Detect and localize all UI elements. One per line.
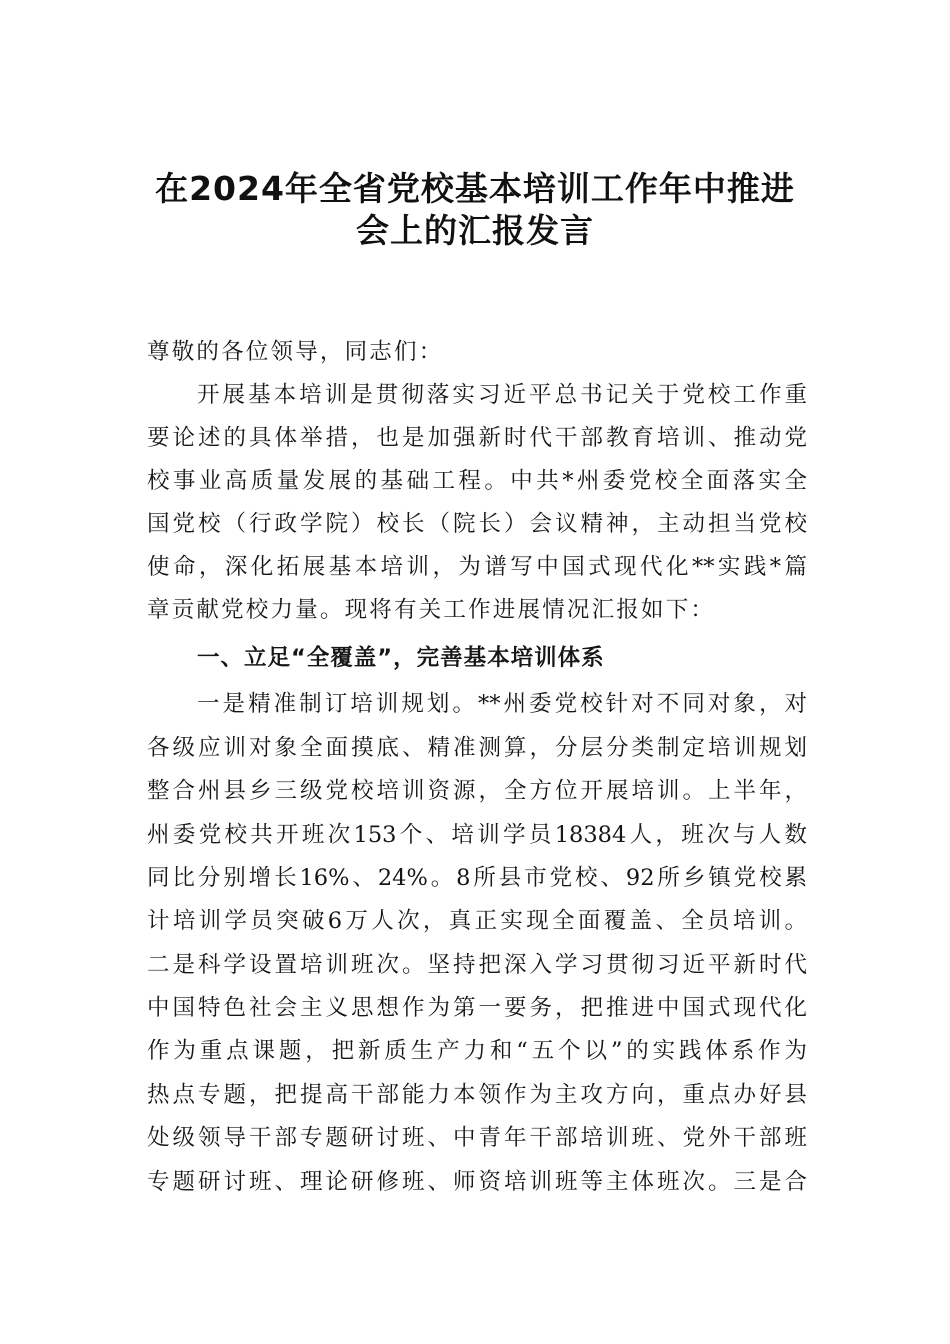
intro-paragraph-line: 国党校（行政学院）校长（院长）会议精神，主动担当党校 <box>147 511 807 537</box>
document-title-line-2: 会上的汇报发言 <box>356 211 594 250</box>
intro-paragraph-line: 要论述的具体举措，也是加强新时代干部教育培训、推动党 <box>147 425 807 451</box>
section-paragraph-line: 各级应训对象全面摸底、精准测算，分层分类制定培训规划 <box>147 735 807 761</box>
section-paragraph-line: 处级领导干部专题研讨班、中青年干部培训班、党外干部班 <box>147 1125 807 1151</box>
section-paragraph-line: 整合州县乡三级党校培训资源，全方位开展培训。上半年， <box>147 778 807 804</box>
intro-paragraph-line: 开展基本培训是贯彻落实习近平总书记关于党校工作重 <box>197 382 807 408</box>
section-paragraph-line: 作为重点课题，把新质生产力和“五个以”的实践体系作为 <box>147 1038 807 1064</box>
intro-paragraph-line: 章贡献党校力量。现将有关工作进展情况汇报如下： <box>147 597 716 623</box>
section-paragraph-line: 计培训学员突破6万人次，真正实现全面覆盖、全员培训。 <box>147 908 807 934</box>
section-paragraph-line: 专题研讨班、理论研修班、师资培训班等主体班次。三是合 <box>147 1169 807 1195</box>
document-title-line-1: 在2024年全省党校基本培训工作年中推进 <box>155 169 795 208</box>
section-paragraph-line: 一是精准制订培训规划。**州委党校针对不同对象，对 <box>197 691 807 717</box>
section-paragraph-line: 二是科学设置培训班次。坚持把深入学习贯彻习近平新时代 <box>147 952 807 978</box>
intro-paragraph-line: 校事业高质量发展的基础工程。中共*州委党校全面落实全 <box>147 468 807 494</box>
section-paragraph-line: 同比分别增长16%、24%。8所县市党校、92所乡镇党校累 <box>147 865 807 891</box>
section-paragraph-line: 州委党校共开班次153个、培训学员18384人，班次与人数 <box>147 822 807 848</box>
section-heading-1: 一、立足“全覆盖”，完善基本培训体系 <box>197 645 605 671</box>
section-paragraph-line: 热点专题，把提高干部能力本领作为主攻方向，重点办好县 <box>147 1082 807 1108</box>
section-paragraph-line: 中国特色社会主义思想作为第一要务，把推进中国式现代化 <box>147 995 807 1021</box>
intro-paragraph-line: 使命，深化拓展基本培训，为谱写中国式现代化**实践*篇 <box>147 554 807 580</box>
salutation: 尊敬的各位领导，同志们： <box>147 339 444 365</box>
